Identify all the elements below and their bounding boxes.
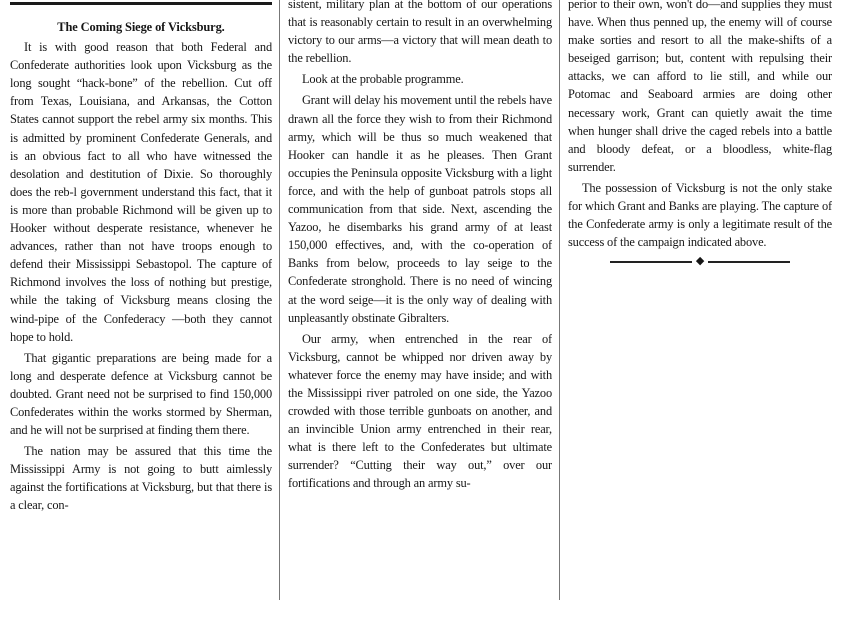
ornament-diamond-icon: ◆ — [695, 255, 705, 268]
column-divider — [559, 0, 560, 600]
article-paragraph: It is with good reason that both Federal and Confederate authorities look upon Vicksburg as the long sought “hack-bone” of the rebellion. Cut off from Texas, Louisiana, and Arkansas, the Cotton States cannot support the rebel army six months. This is admitted by prominent Confederate Generals, and is an obvious fact to all who have witnessed the desolation and destitution of Dixie. So thoroughly does the reb-l government understand this fact, that it is more than probable Richmond will be given up to Hooker without desperate resistance, whenever he advances, rather than not have troops enough to defend their Mississippi Sebastopol. The capture of Richmond involves the loss of nothing but prestige, while the taking of Vicksburg means closing the wind-pipe of the Confederacy —both they cannot hope to hold. — [10, 40, 272, 344]
column-divider — [279, 0, 280, 600]
ornament-rule — [708, 261, 790, 263]
article-paragraph: Our army, when entrenched in the rear of Vicksburg, cannot be whipped nor driven away by whatever force the enemy may have inside; and with the Mississippi river patroled on one side, the Yazoo crowded with those terrible gunboats on another, and an invincible Union army entrenched in their rear, what is there left to the Confederates but ultimate surrender? “Cutting their way out,” over our fortifications and through an army su- — [288, 331, 552, 491]
article-headline: The Coming Siege of Vicksburg. — [57, 20, 225, 34]
article-column-3 — [568, 0, 832, 595]
article-column-2 — [288, 0, 552, 595]
article-paragraph: perior to their own, won't do—and supplies they must have. When thus penned up, the enemy will of course make sorties and resort to all the make-shifts of a beseiged garrison; but, content with repulsing their attacks, we can afford to lie still, and while our Potomac and Seaboard armies are doing other necessary work, Grant can quietly await the time when hunger shall drive the caged rebels into a battle and bloody defeat, or a bloodless, white-flag surrender. — [568, 0, 832, 174]
article-paragraph: Look at the probable programme. — [302, 72, 464, 87]
article-paragraph: The nation may be assured that this time the Mississippi Army is not going to butt aimlessly against the fortifications at Vicksburg, but that there is a clear, con- — [10, 444, 272, 513]
article-column-1 — [10, 0, 272, 618]
article-paragraph: sistent, military plan at the bottom of our operations that is reasonably certain to result in an overwhelming victory to our arms—a victory that will mean death to the rebellion. — [288, 0, 552, 66]
ornament-rule — [610, 261, 692, 263]
end-ornament — [568, 256, 832, 267]
article-paragraph: That gigantic preparations are being made for a long and desperate defence at Vicksburg cannot be doubted. Grant need not be surprised to find 150,000 Confederates within the works stormed by Sherman, and he will not be surprised at finding them there. — [10, 350, 272, 438]
article-paragraph: Grant will delay his movement until the rebels have drawn all the force they wish to from their Richmond army, which will be thus so much weakened that Hooker can handle it as he pleases. Then Grant occupies the Peninsula opposite Vicksburg with a light force, and with the help of gunboat patrols stops all communication from that side. Next, ascending the Yazoo, he disembarks his grand army of at least 150,000 effectives, and, with the co-operation of Banks from below, proceeds to lay seige to the Confederate stronghold. There is no need of wincing at the word seige—it is the only way of dealing with unpleasantly obstinate Gibralters. — [288, 93, 552, 325]
article-paragraph: The possession of Vicksburg is not the only stake for which Grant and Banks are playing. The capture of the Confederate army is only a legitimate result of the success of the campaign indicated above. — [568, 180, 832, 250]
